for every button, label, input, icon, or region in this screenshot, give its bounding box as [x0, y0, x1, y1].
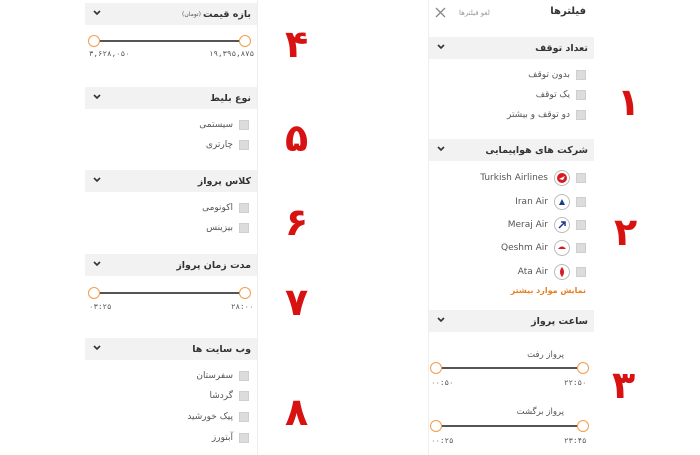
option-label: اکونومی [202, 203, 233, 213]
option-label: دو توقف و بیشتر [507, 110, 570, 120]
website-option[interactable] [209, 391, 249, 401]
left-filter-panel [85, 0, 258, 455]
turkish-airlines-logo-icon [554, 170, 570, 186]
website-option[interactable] [212, 433, 249, 443]
section-title: شرکت های هواپیمایی [485, 144, 588, 156]
stops-option[interactable] [528, 70, 586, 80]
checkbox[interactable] [576, 220, 586, 230]
return-slider-track [437, 425, 585, 427]
unit-label: (تومان) [182, 10, 201, 18]
qeshm-air-logo-icon [554, 240, 570, 256]
return-min-value: ۰۰:۲۵ [431, 436, 454, 445]
chevron-down-icon [91, 174, 103, 186]
duration-max-value: ۲۸:۰۰ [231, 302, 254, 311]
checkbox[interactable] [576, 70, 586, 80]
departure-slider-max-handle[interactable] [577, 362, 589, 374]
section-title: کلاس پرواز [197, 175, 251, 187]
option-label: سیستمی [199, 120, 233, 130]
section-title: وب سایت ها [192, 343, 251, 355]
return-max-value: ۲۳:۴۵ [564, 436, 587, 445]
checkbox[interactable] [239, 223, 249, 233]
option-label: Qeshm Air [501, 243, 548, 253]
price-slider-track [95, 40, 245, 42]
section-title: نوع بلیط [210, 92, 251, 104]
section-title: تعداد توقف [535, 42, 588, 54]
chevron-down-icon [91, 7, 103, 19]
option-label: گردشا [209, 391, 233, 401]
departure-min-value: ۰۰:۵۰ [431, 378, 454, 387]
checkbox[interactable] [576, 197, 586, 207]
website-option[interactable] [196, 371, 249, 381]
departure-max-value: ۲۲:۵۰ [564, 378, 587, 387]
ticket-type-option[interactable] [206, 140, 249, 150]
right-filter-panel [428, 0, 594, 455]
checkbox[interactable] [576, 110, 586, 120]
airline-option[interactable] [508, 217, 586, 233]
checkbox[interactable] [576, 90, 586, 100]
chevron-down-icon [435, 41, 447, 53]
price-slider-min-handle[interactable] [88, 35, 100, 47]
chevron-down-icon [91, 342, 103, 354]
option-label: چارتری [205, 140, 233, 150]
price-max-value: ۱۹,۳۹۵,۸۷۵ [209, 49, 255, 58]
airline-option[interactable] [515, 194, 586, 210]
chevron-down-icon [91, 258, 103, 270]
section-header-flight-duration[interactable] [85, 254, 257, 276]
section-header-airlines[interactable] [429, 139, 594, 161]
marker-1: ۱ [617, 80, 641, 124]
price-slider-max-handle[interactable] [239, 35, 251, 47]
option-label: پیک خورشید [187, 412, 233, 422]
chevron-down-icon [91, 91, 103, 103]
option-label: Turkish Airlines [480, 173, 548, 183]
checkbox[interactable] [239, 120, 249, 130]
duration-slider-min-handle[interactable] [88, 287, 100, 299]
marker-3: ۳ [612, 363, 636, 407]
option-label: بیزینس [206, 223, 233, 233]
section-header-ticket-type[interactable] [85, 87, 257, 109]
option-label: آبتورز [211, 433, 233, 443]
marker-4: ۴ [285, 22, 309, 66]
close-icon[interactable] [435, 7, 446, 18]
section-header-stops[interactable] [429, 37, 594, 59]
marker-8: ۸ [285, 390, 309, 434]
departure-slider-min-handle[interactable] [430, 362, 442, 374]
duration-slider-track [95, 292, 245, 294]
chevron-down-icon [435, 143, 447, 155]
marker-6: ۶ [285, 200, 309, 244]
website-option[interactable] [187, 412, 249, 422]
checkbox[interactable] [239, 391, 249, 401]
price-min-value: ۳,۶۲۸,۰۵۰ [89, 49, 130, 58]
section-header-websites[interactable] [85, 338, 257, 360]
checkbox[interactable] [576, 173, 586, 183]
option-label: Iran Air [515, 197, 548, 207]
stops-option[interactable] [507, 110, 586, 120]
marker-2: ۲ [614, 210, 638, 254]
checkbox[interactable] [239, 203, 249, 213]
marker-7: ۷ [285, 280, 309, 324]
marker-5: ۵ [285, 116, 309, 160]
return-label: پرواز برگشت [516, 407, 564, 417]
meraj-air-logo-icon [554, 217, 570, 233]
checkbox[interactable] [239, 371, 249, 381]
flight-class-option[interactable] [202, 203, 249, 213]
departure-label: پرواز رفت [527, 350, 564, 360]
stops-option[interactable] [536, 90, 586, 100]
section-title: ساعت پرواز [531, 315, 588, 327]
return-slider-max-handle[interactable] [577, 420, 589, 432]
clear-filters-link[interactable]: لغو فیلترها [459, 9, 490, 17]
airline-option[interactable] [480, 170, 586, 186]
duration-slider-max-handle[interactable] [239, 287, 251, 299]
ticket-type-option[interactable] [199, 120, 249, 130]
filters-title: فیلترها [550, 6, 586, 17]
show-more-link[interactable]: نمایش موارد بیشتر [510, 286, 586, 295]
option-label: یک توقف [535, 90, 570, 100]
checkbox[interactable] [239, 412, 249, 422]
checkbox[interactable] [576, 243, 586, 253]
option-label: Ata Air [517, 267, 548, 277]
option-label: سفرستان [196, 371, 233, 381]
departure-slider-track [437, 367, 585, 369]
airline-option[interactable] [501, 240, 586, 256]
option-label: Meraj Air [507, 220, 548, 230]
duration-min-value: ۰۳:۲۵ [89, 302, 112, 311]
section-header-price-range[interactable] [85, 3, 257, 25]
section-header-flight-time[interactable] [429, 310, 594, 332]
chevron-down-icon [435, 314, 447, 326]
ata-air-logo-icon [554, 264, 570, 280]
section-title: مدت زمان پرواز [176, 259, 251, 271]
iran-air-logo-icon [554, 194, 570, 210]
flight-class-option[interactable] [206, 223, 249, 233]
checkbox[interactable] [239, 140, 249, 150]
airline-option[interactable] [518, 264, 586, 280]
option-label: بدون توقف [528, 70, 570, 80]
section-title: بازه قیمت [202, 8, 251, 20]
checkbox[interactable] [576, 267, 586, 277]
checkbox[interactable] [239, 433, 249, 443]
section-header-flight-class[interactable] [85, 170, 257, 192]
return-slider-min-handle[interactable] [430, 420, 442, 432]
